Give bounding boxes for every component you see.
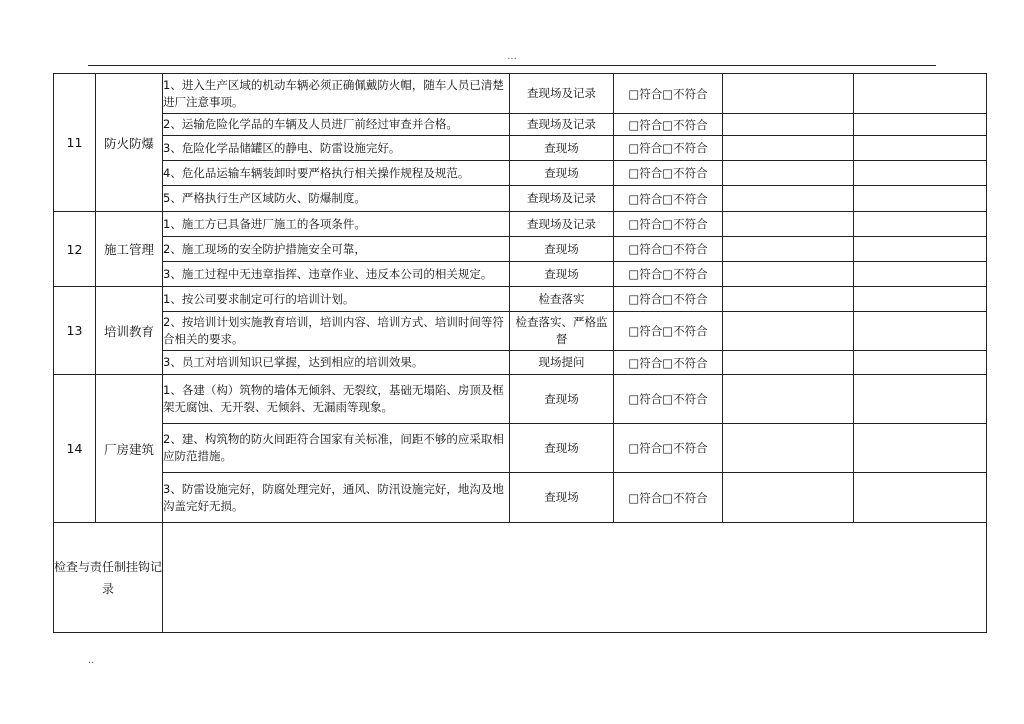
table-row [54,212,987,237]
check-method: 查现场及记录 [510,186,614,212]
blank-cell[interactable] [854,375,987,424]
check-method: 查现场 [510,473,614,523]
table-row [54,262,987,287]
blank-cell[interactable] [723,237,854,262]
blank-cell[interactable] [854,161,987,186]
table-row [54,287,987,312]
result-options[interactable]: □符合□不符合 [614,473,723,523]
blank-cell[interactable] [723,136,854,161]
check-item: 1、施工方已具备进厂施工的各项条件。 [163,212,510,237]
blank-cell[interactable] [854,74,987,114]
record-label: 检查与责任制挂钩记录 [54,523,163,633]
section-category: 施工管理 [96,212,163,287]
blank-cell[interactable] [723,287,854,312]
check-item: 2、按培训计划实施教育培训，培训内容、培训方式、培训时间等符合相关的要求。 [163,312,510,351]
blank-cell[interactable] [723,351,854,375]
blank-cell[interactable] [854,114,987,136]
result-options[interactable]: □符合□不符合 [614,287,723,312]
result-options[interactable]: □符合□不符合 [614,74,723,114]
blank-cell[interactable] [723,114,854,136]
check-method: 查现场 [510,424,614,473]
result-options[interactable]: □符合□不符合 [614,424,723,473]
table-row [54,351,987,375]
check-method: 查现场及记录 [510,74,614,114]
section-number: 11 [54,74,96,212]
check-method: 检查落实 [510,287,614,312]
section-number: 14 [54,375,96,523]
blank-cell[interactable] [854,287,987,312]
check-item: 5、严格执行生产区域防火、防爆制度。 [163,186,510,212]
inspection-table [53,73,987,633]
blank-cell[interactable] [723,161,854,186]
blank-cell[interactable] [854,262,987,287]
check-item: 3、防雷设施完好，防腐处理完好，通风、防汛设施完好，地沟及地沟盖完好无损。 [163,473,510,523]
header-mark: ... [507,51,517,62]
section-category: 培训教育 [96,287,163,375]
result-options[interactable]: □符合□不符合 [614,212,723,237]
table-row [54,114,987,136]
blank-cell[interactable] [854,212,987,237]
blank-cell[interactable] [723,312,854,351]
result-options[interactable]: □符合□不符合 [614,262,723,287]
table-row [54,161,987,186]
table-row [54,375,987,424]
check-method: 查现场 [510,262,614,287]
check-method: 现场提问 [510,351,614,375]
table-row [54,237,987,262]
blank-cell[interactable] [723,186,854,212]
check-method: 查现场及记录 [510,212,614,237]
blank-cell[interactable] [854,136,987,161]
result-options[interactable]: □符合□不符合 [614,186,723,212]
blank-cell[interactable] [854,351,987,375]
blank-cell[interactable] [723,424,854,473]
check-method: 查现场 [510,375,614,424]
check-item: 3、员工对培训知识已掌握，达到相应的培训效果。 [163,351,510,375]
check-item: 2、施工现场的安全防护措施安全可靠， [163,237,510,262]
table-row [54,136,987,161]
result-options[interactable]: □符合□不符合 [614,161,723,186]
check-method: 查现场 [510,136,614,161]
header-rule [88,65,936,66]
blank-cell[interactable] [723,375,854,424]
blank-cell[interactable] [854,473,987,523]
check-item: 3、施工过程中无违章指挥、违章作业、违反本公司的相关规定。 [163,262,510,287]
check-item: 4、危化品运输车辆装卸时要严格执行相关操作规程及规范。 [163,161,510,186]
blank-cell[interactable] [723,212,854,237]
check-item: 2、建、构筑物的防火间距符合国家有关标准，间距不够的应采取相应防范措施。 [163,424,510,473]
table-row [54,312,987,351]
check-item: 1、各建（构）筑物的墙体无倾斜、无裂纹，基础无塌陷、房顶及框架无腐蚀、无开裂、无倾斜、无漏雨等现象。 [163,375,510,424]
blank-cell[interactable] [854,312,987,351]
blank-cell[interactable] [723,473,854,523]
table-row [54,473,987,523]
result-options[interactable]: □符合□不符合 [614,375,723,424]
section-category: 厂房建筑 [96,375,163,523]
section-category: 防火防爆 [96,74,163,212]
result-options[interactable]: □符合□不符合 [614,114,723,136]
check-method: 检查落实、严格监督 [510,312,614,351]
blank-cell[interactable] [723,74,854,114]
check-method: 查现场及记录 [510,114,614,136]
section-number: 12 [54,212,96,287]
blank-cell[interactable] [854,186,987,212]
check-item: 3、危险化学品储罐区的静电、防雷设施完好。 [163,136,510,161]
check-method: 查现场 [510,237,614,262]
blank-cell[interactable] [723,262,854,287]
check-item: 1、进入生产区域的机动车辆必须正确佩戴防火帽，随车人员已清楚进厂注意事项。 [163,74,510,114]
result-options[interactable]: □符合□不符合 [614,237,723,262]
footer-mark: .. [88,655,95,666]
blank-cell[interactable] [854,237,987,262]
record-row [54,523,987,633]
section-number: 13 [54,287,96,375]
result-options[interactable]: □符合□不符合 [614,136,723,161]
table-row [54,74,987,114]
check-item: 1、按公司要求制定可行的培训计划。 [163,287,510,312]
blank-cell[interactable] [854,424,987,473]
check-item: 2、运输危险化学品的车辆及人员进厂前经过审查并合格。 [163,114,510,136]
result-options[interactable]: □符合□不符合 [614,351,723,375]
result-options[interactable]: □符合□不符合 [614,312,723,351]
record-content-area[interactable] [163,523,987,633]
check-method: 查现场 [510,161,614,186]
table-row [54,424,987,473]
table-row [54,186,987,212]
